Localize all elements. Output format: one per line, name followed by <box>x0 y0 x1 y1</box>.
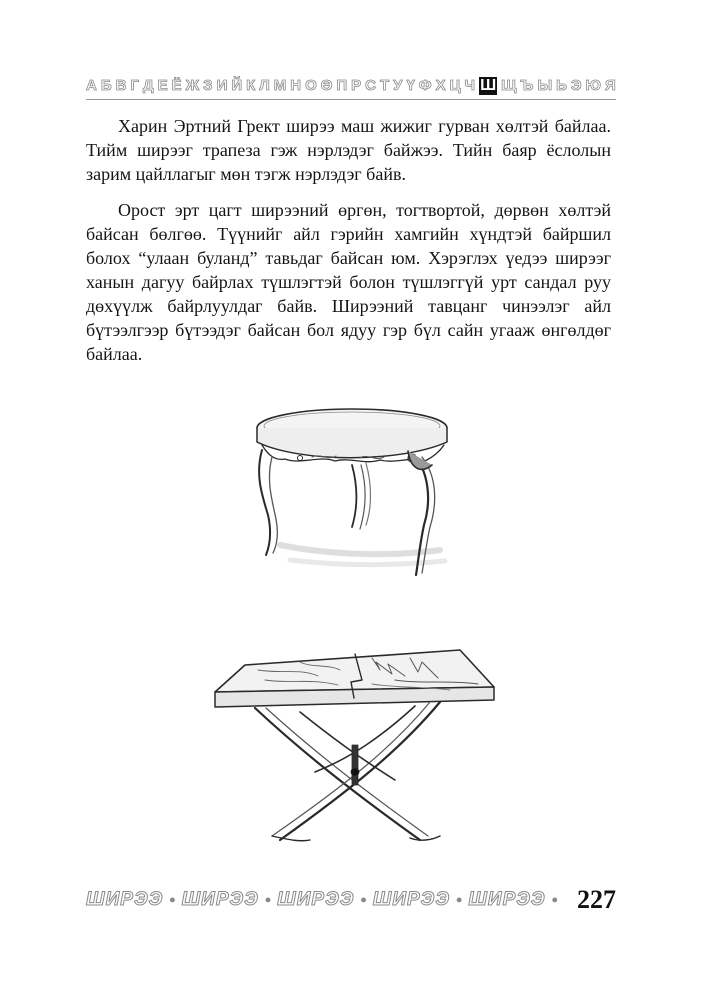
footer-word: ШИРЭЭ <box>468 889 546 910</box>
alphabet-letter: Ё <box>171 77 182 94</box>
footer-separator: • <box>456 889 463 910</box>
alphabet-letter: Г <box>130 77 139 94</box>
alphabet-letter: Л <box>259 77 270 94</box>
alphabet-letter: А <box>86 77 97 94</box>
alphabet-letter: У <box>393 77 403 94</box>
alphabet-letter: Й <box>231 77 243 94</box>
alphabet-letter: В <box>115 77 127 94</box>
alphabet-letter: Д <box>142 77 154 94</box>
footer-separator: • <box>551 889 558 910</box>
alphabet-letter: Х <box>435 77 446 94</box>
alphabet-letter: Ц <box>449 77 461 94</box>
footer-separator: • <box>169 889 176 910</box>
alphabet-letter: Ы <box>537 77 553 94</box>
alphabet-letter: Ф <box>418 77 432 94</box>
alphabet-letter-active: Ш <box>480 76 497 94</box>
article-body <box>86 114 611 378</box>
alphabet-letter: Б <box>100 77 112 94</box>
alphabet-letter: К <box>246 77 256 94</box>
footer-word: ШИРЭЭ <box>372 889 450 910</box>
alphabet-letter: Ч <box>464 77 476 94</box>
alphabet-letter: Ю <box>585 77 601 94</box>
alphabet-letter: Е <box>157 77 168 94</box>
footer-word: ШИРЭЭ <box>277 889 355 910</box>
round-table-illustration <box>0 395 708 590</box>
alphabet-letter: Ь <box>556 77 567 94</box>
alphabet-letter: Ъ <box>520 77 534 94</box>
footer-separator: • <box>360 889 367 910</box>
alphabet-letter: Р <box>351 77 362 94</box>
alphabet-letter: Ө <box>320 77 333 94</box>
alphabet-header <box>86 76 616 100</box>
paragraph: Орост эрт цагт ширээний өргөн, тогтвортой, дөрвөн хөлтэй байсан бөлгөө. Түүнийг айл гэрийн хамгийн хүндтэй байршил болох “улаан буланд” тавьдаг байсан юм. Хэрэглэх үедээ ширээг ханын дагуу байрлах түшлэгтэй болон түшлэггүй урт сандал руу дөхүүлж байрлуулдаг байв. Ширээний тавцанг чинээлэг айл бүтээлгээр бүтээдэг байсан бол ядуу гэр бүл сайн угааж өнгөлдөг байлаа. <box>86 200 611 364</box>
footer-separator: • <box>264 889 272 910</box>
footer-word: ШИРЭЭ <box>86 889 164 910</box>
alphabet-letter: Ү <box>406 77 415 94</box>
alphabet-letter: С <box>365 77 376 94</box>
running-footer <box>86 889 558 911</box>
page-footer <box>86 880 616 920</box>
page-number: 227 <box>577 885 616 914</box>
alphabet-letter: Н <box>290 77 302 94</box>
alphabet-letter: И <box>216 77 228 94</box>
alphabet-letter: Щ <box>501 77 517 94</box>
alphabet-letter: Ж <box>185 77 200 94</box>
alphabet-letter: Т <box>379 77 390 94</box>
alphabet-letter: П <box>336 77 348 94</box>
alphabet-letter: М <box>273 77 287 94</box>
paragraph: Харин Эртний Грект ширээ маш жижиг гурван хөлтэй байлаа. Тийм ширээг трапеза гэж нэрлэдэг байжээ. Тийн баяр ёслолын зарим цайллагыг мөн тэгж нэрлэдэг байв. <box>86 116 611 184</box>
alphabet-letter: Э <box>570 77 582 94</box>
alphabet-letter: З <box>203 77 213 94</box>
alphabet-letter: О <box>305 77 317 94</box>
folding-table-illustration <box>0 640 708 855</box>
footer-word: ШИРЭЭ <box>181 889 259 910</box>
alphabet-letter: Я <box>604 77 616 94</box>
